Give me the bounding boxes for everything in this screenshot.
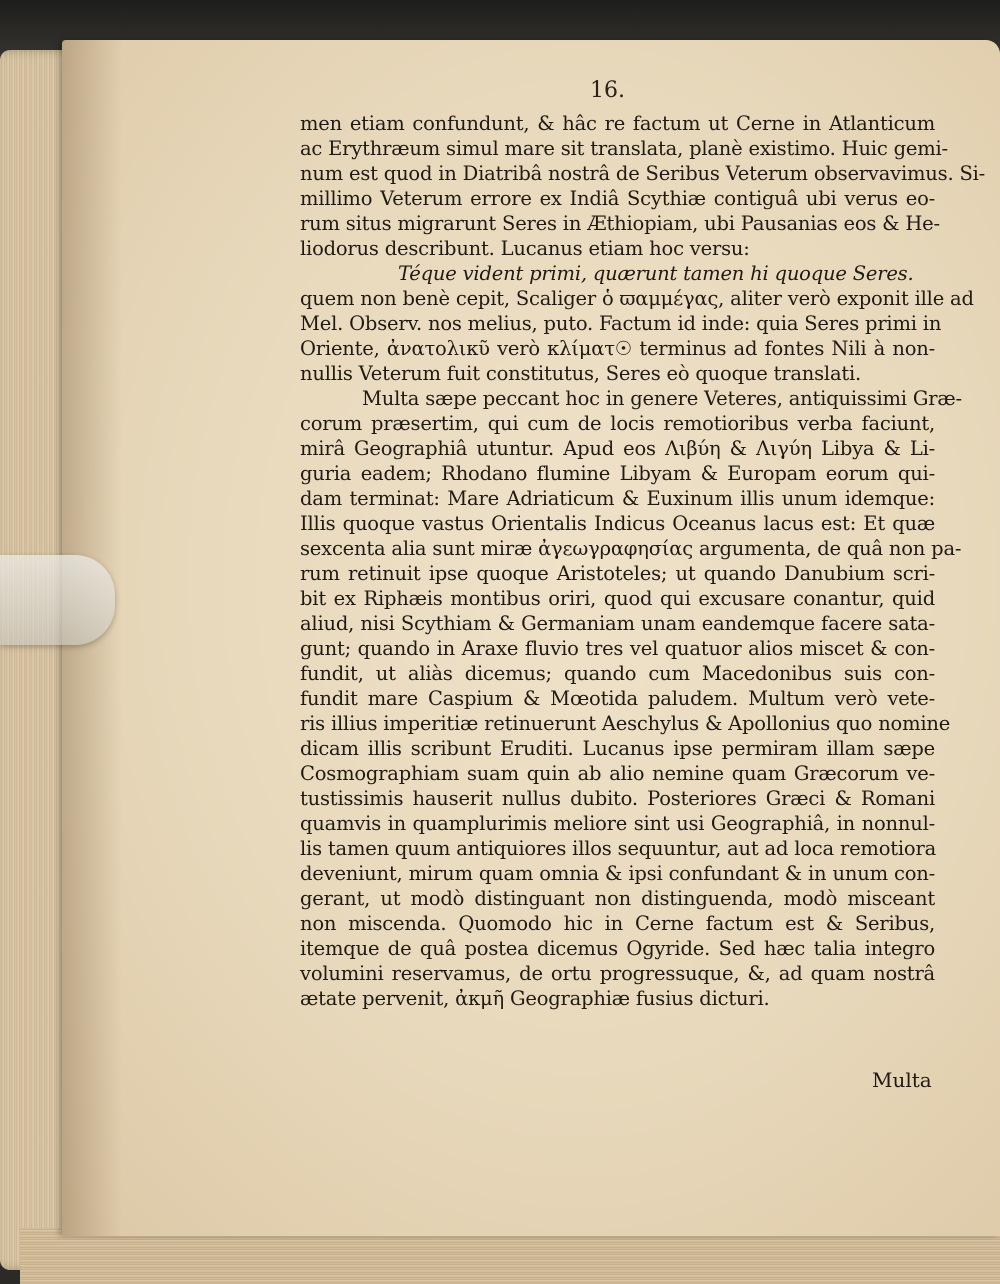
text-line: sexcenta alia sunt miræ ἀγεωγραφησίας argumenta, de quâ non pa-	[300, 537, 962, 560]
text-line: num est quod in Diatribâ nostrâ de Seribus Veterum observavimus. Si-	[300, 162, 986, 185]
text-line: ac Erythræum simul mare sit translata, planè existimo. Huic gemi-	[300, 137, 948, 160]
text-line: dam terminat: Mare Adriaticum & Euxinum illis unum idemque:	[300, 487, 935, 510]
text-line: volumini reservamus, de ortu progressuque, &, ad quam nostrâ	[300, 962, 935, 985]
paragraph-start-line: Multa sæpe peccant hoc in genere Veteres, antiquissimi Græ-	[362, 387, 962, 410]
text-line: deveniunt, mirum quam omnia & ipsi confundant & in unum con-	[300, 862, 935, 885]
text-line: gerant, ut modò distinguant non distinguenda, modò misceant	[300, 887, 935, 910]
text-line: lis tamen quum antiquiores illos sequuntur, aut ad loca remotiora	[300, 837, 936, 860]
text-line: ætate pervenit, ἀκμῆ Geographiæ fusius dicturi.	[300, 987, 770, 1010]
text-line: quem non benè cepit, Scaliger ὁ ϖαμμέγας, aliter verò exponit ille ad	[300, 287, 974, 310]
page-number: 16.	[590, 78, 625, 103]
text-line: tustissimis hauserit nullus dubito. Posteriores Græci & Romani	[300, 787, 935, 810]
page-edges-bottom	[20, 1228, 1000, 1284]
text-line: ris illius imperitiæ retinuerunt Aeschylus & Apollonius quo nomine	[300, 712, 951, 735]
text-line: liodorus describunt. Lucanus etiam hoc versu:	[300, 237, 750, 260]
text-line: fundit, ut aliàs dicemus; quando cum Macedonibus suis con-	[300, 662, 935, 685]
text-line: Cosmographiam suam quin ab alio nemine quam Græcorum ve-	[300, 762, 935, 785]
text-line: gunt; quando in Araxe fluvio tres vel quatuor alios miscet & con-	[300, 637, 935, 660]
text-line: mirâ Geographiâ utuntur. Apud eos Λιβύη & Λιγύη Libya & Li-	[300, 437, 935, 460]
text-line: millimo Veterum errore ex Indiâ Scythiæ contiguâ ubi verus eo-	[300, 187, 935, 210]
text-line: itemque de quâ postea dicemus Ogyride. Sed hæc talia integro	[300, 937, 935, 960]
text-line: non miscenda. Quomodo hic in Cerne factum est & Seribus,	[300, 912, 935, 935]
text-line: nullis Veterum fuit constitutus, Seres eò quoque translati.	[300, 362, 862, 385]
text-line: corum præsertim, qui cum de locis remotioribus verba faciunt,	[300, 412, 935, 435]
text-line: aliud, nisi Scythiam & Germaniam unam eandemque facere sata-	[300, 612, 935, 635]
text-line: guria eadem; Rhodano flumine Libyam & Europam eorum qui-	[300, 462, 935, 485]
text-line: rum situs migrarunt Seres in Æthiopiam, ubi Pausanias eos & He-	[300, 212, 940, 235]
text-line: dicam illis scribunt Eruditi. Lucanus ipse permiram illam sæpe	[300, 737, 935, 760]
text-line: Oriente, ἀνατολικῦ verò κλίματ☉ terminus ad fontes Nili à non-	[300, 337, 935, 360]
verse-line: Téque vident primi, quærunt tamen hi quoque Seres.	[398, 262, 914, 285]
text-line: rum retinuit ipse quoque Aristoteles; ut quando Danubium scri-	[300, 562, 935, 585]
catchword: Multa	[872, 1068, 932, 1092]
page-clip	[0, 555, 115, 645]
text-line: bit ex Riphæis montibus oriri, quod qui excusare conantur, quid	[300, 587, 935, 610]
text-line: fundit mare Caspium & Mœotida paludem. Multum verò vete-	[300, 687, 935, 710]
text-line: quamvis in quamplurimis meliore sint usi Geographiâ, in nonnul-	[300, 812, 935, 835]
text-line: Mel. Observ. nos melius, puto. Factum id inde: quia Seres primi in	[300, 312, 942, 335]
text-line: Illis quoque vastus Orientalis Indicus Oceanus lacus est: Et quæ	[300, 512, 935, 535]
text-line: men etiam confundunt, & hâc re factum ut Cerne in Atlanticum	[300, 112, 935, 135]
